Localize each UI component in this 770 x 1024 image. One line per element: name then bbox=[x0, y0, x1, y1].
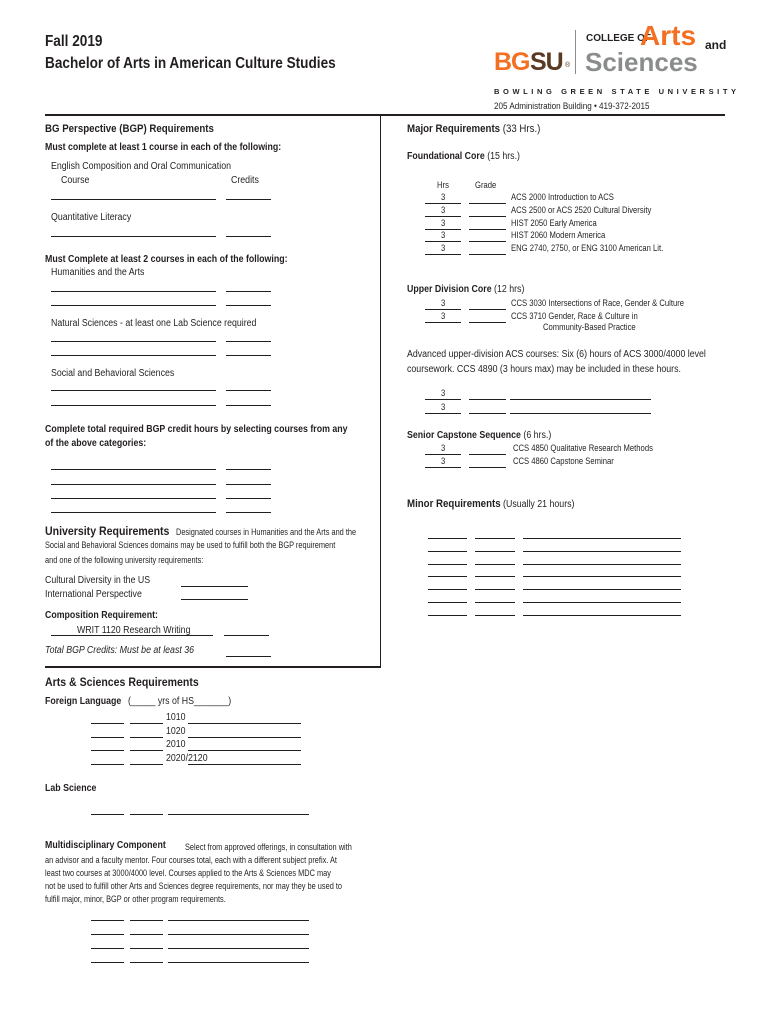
advanced-row-grade-line[interactable] bbox=[469, 413, 506, 414]
foundational-row-hrs: 3 bbox=[441, 243, 446, 254]
foundational-row-grade-line[interactable] bbox=[469, 203, 506, 204]
mdc-grade-line[interactable] bbox=[130, 920, 163, 921]
upper-course-continued: Community-Based Practice bbox=[543, 322, 636, 332]
upper-row-course-name: CCS 3030 Intersections of Race, Gender & Culture bbox=[511, 298, 685, 308]
bgp-must-two: Must Complete at least 2 courses in each of the following: bbox=[45, 254, 288, 265]
foundational-row-grade-line[interactable] bbox=[469, 216, 506, 217]
major-title: Major Requirements bbox=[407, 123, 501, 135]
foundational-heading bbox=[407, 151, 520, 162]
cultural-diversity-label: Cultural Diversity in the US bbox=[45, 575, 151, 586]
mdc-grade-line[interactable] bbox=[130, 948, 163, 949]
writ-course-line[interactable] bbox=[51, 635, 213, 636]
mdc-course-line[interactable] bbox=[168, 962, 309, 963]
bgp-must-one: Must complete at least 1 course in each of the following: bbox=[45, 142, 282, 153]
bgsu-logo-su: SU bbox=[530, 48, 563, 76]
mdc-hrs-line[interactable] bbox=[91, 920, 124, 921]
capstone-hours: (6 hrs.) bbox=[523, 430, 552, 441]
mdc-title: Multidisciplinary Component bbox=[45, 840, 166, 851]
upper-row-hrs: 3 bbox=[441, 310, 446, 321]
hrs-column-label: Hrs bbox=[437, 180, 449, 190]
logo-divider bbox=[575, 30, 576, 74]
quant-label: Quantitative Literacy bbox=[51, 212, 132, 223]
foundational-row-grade-line[interactable] bbox=[469, 229, 506, 230]
advanced-row-grade-line[interactable] bbox=[469, 399, 506, 400]
foundational-row-hrs: 3 bbox=[441, 192, 446, 202]
advanced-text-2: coursework. CCS 4890 (3 hours max) may be included in these hours. bbox=[407, 364, 681, 375]
any-credits-line-1[interactable] bbox=[226, 469, 271, 470]
capstone-row-grade-line[interactable] bbox=[469, 467, 506, 468]
mdc-course-line[interactable] bbox=[168, 948, 309, 949]
minor-course-line[interactable] bbox=[523, 615, 681, 616]
minor-grade-line[interactable] bbox=[475, 602, 515, 603]
fl-course-name: 2010 bbox=[166, 739, 186, 750]
mdc-text-1: Select from approved offerings, in consultation with bbox=[185, 842, 352, 852]
natural-course-line-1[interactable] bbox=[51, 341, 216, 342]
advanced-text-1: Advanced upper-division ACS courses: Six (6) hours of ACS 3000/4000 level bbox=[407, 349, 706, 360]
upper-hours: (12 hrs) bbox=[494, 284, 525, 295]
minor-hrs-line[interactable] bbox=[428, 602, 467, 603]
foreign-hs-years: (_____ yrs of HS_______) bbox=[128, 696, 232, 707]
minor-hours: (Usually 21 hours) bbox=[503, 499, 575, 510]
capstone-row-course-name: CCS 4850 Qualitative Research Methods bbox=[513, 443, 653, 453]
advanced-row-hrs-line[interactable] bbox=[425, 399, 461, 400]
fl-hrs-line[interactable] bbox=[91, 764, 124, 765]
minor-grade-line[interactable] bbox=[475, 576, 515, 577]
logo-arts: Arts bbox=[640, 20, 697, 51]
foreign-language-label: Foreign Language bbox=[45, 696, 122, 707]
minor-course-line[interactable] bbox=[523, 564, 681, 565]
university-tagline: BOWLING GREEN STATE UNIVERSITY bbox=[494, 87, 740, 96]
mdc-course-line[interactable] bbox=[168, 920, 309, 921]
minor-grade-line[interactable] bbox=[475, 589, 515, 590]
mdc-hrs-line[interactable] bbox=[91, 962, 124, 963]
minor-title: Minor Requirements bbox=[407, 498, 501, 510]
foundational-row-grade-line[interactable] bbox=[469, 241, 506, 242]
upper-heading bbox=[407, 284, 524, 295]
fl-grade-line[interactable] bbox=[130, 764, 163, 765]
fl-course-name: 1020 bbox=[166, 725, 186, 737]
mdc-text-5: fulfill major, minor, BGP or other program requirements. bbox=[45, 894, 226, 904]
natural-credits-line-2[interactable] bbox=[226, 355, 271, 356]
social-course-line-2[interactable] bbox=[51, 405, 216, 406]
upper-row-course-name: CCS 3710 Gender, Race & Culture in bbox=[511, 310, 638, 321]
university-note-2: Social and Behavioral Sciences domains may be used to fulfill both the BGP requirement bbox=[45, 540, 336, 550]
fl-course-line[interactable] bbox=[188, 723, 301, 724]
upper-row-grade-line[interactable] bbox=[469, 322, 506, 323]
any-credits-line-2[interactable] bbox=[226, 484, 271, 485]
social-credits-line-1[interactable] bbox=[226, 390, 271, 391]
college-address: 205 Administration Building • 419-372-2015 bbox=[494, 101, 650, 111]
advanced-row-hrs-line[interactable] bbox=[425, 413, 461, 414]
capstone-row-hrs-line[interactable] bbox=[425, 467, 461, 468]
mdc-text-2: an advisor and a faculty mentor. Four courses total, each with a different subject prefix. At bbox=[45, 855, 337, 865]
any-credits-line-3[interactable] bbox=[226, 498, 271, 499]
university-note-1: Designated courses in Humanities and the Arts and the bbox=[176, 527, 357, 537]
minor-course-line[interactable] bbox=[523, 576, 681, 577]
mdc-text-4: not be used to fulfill other Arts and Sciences degree requirements, nor may they be used to bbox=[45, 881, 343, 891]
international-line[interactable] bbox=[181, 599, 248, 600]
minor-course-line[interactable] bbox=[523, 538, 681, 539]
any-course-line-1[interactable] bbox=[51, 469, 216, 470]
complete-total-line-1: Complete total required BGP credit hours by selecting courses from any bbox=[45, 424, 348, 435]
social-label: Social and Behavioral Sciences bbox=[51, 368, 175, 379]
fl-course-line[interactable] bbox=[188, 737, 301, 738]
capstone-row-hrs: 3 bbox=[441, 455, 446, 466]
any-course-line-4[interactable] bbox=[51, 512, 216, 513]
capstone-heading bbox=[407, 430, 551, 441]
foundational-row-hrs-line[interactable] bbox=[425, 254, 461, 255]
grade-column-label: Grade bbox=[475, 180, 497, 190]
foundational-row-course-name: ACS 2500 or ACS 2520 Cultural Diversity bbox=[511, 204, 652, 215]
upper-row-hrs: 3 bbox=[441, 298, 446, 308]
term-title: Fall 2019 bbox=[45, 33, 103, 50]
lab-science-title: Lab Science bbox=[45, 783, 97, 794]
social-credits-line-2[interactable] bbox=[226, 405, 271, 406]
complete-total-line-2: of the above categories: bbox=[45, 438, 147, 449]
bgsu-logo-bg: BG bbox=[494, 48, 530, 76]
fl-hrs-line[interactable] bbox=[91, 737, 124, 738]
bgsu-logo bbox=[494, 48, 574, 76]
advanced-row-hrs: 3 bbox=[441, 388, 446, 398]
university-note-3: and one of the following university requirements: bbox=[45, 555, 204, 565]
foundational-row-course-name: ACS 2000 Introduction to ACS bbox=[511, 192, 614, 202]
logo-sciences: Sciences bbox=[585, 47, 698, 77]
total-bgp-line[interactable] bbox=[226, 656, 271, 657]
upper-row-grade-line[interactable] bbox=[469, 309, 506, 310]
total-bgp-credits: Total BGP Credits: Must be at least 36 bbox=[45, 645, 195, 656]
minor-hrs-line[interactable] bbox=[428, 576, 467, 577]
fl-grade-line[interactable] bbox=[130, 750, 163, 751]
humanities-course-line-2[interactable] bbox=[51, 305, 216, 306]
minor-heading bbox=[407, 498, 574, 510]
foundational-row-grade-line[interactable] bbox=[469, 254, 506, 255]
advanced-row-course-line[interactable] bbox=[510, 413, 651, 414]
cultural-diversity-line[interactable] bbox=[181, 586, 248, 587]
fl-grade-line[interactable] bbox=[130, 737, 163, 738]
lab-line-3[interactable] bbox=[168, 814, 309, 815]
program-title: Bachelor of Arts in American Culture Studies bbox=[45, 55, 336, 72]
capstone-title: Senior Capstone Sequence bbox=[407, 430, 521, 441]
natural-course-line-2[interactable] bbox=[51, 355, 216, 356]
foundational-title: Foundational Core bbox=[407, 151, 485, 162]
logo-and: and bbox=[705, 38, 727, 52]
mdc-hrs-line[interactable] bbox=[91, 934, 124, 935]
foundational-row-hrs: 3 bbox=[441, 217, 446, 228]
upper-row-hrs-line[interactable] bbox=[425, 322, 461, 323]
major-heading bbox=[407, 123, 540, 135]
composition-title: Composition Requirement: bbox=[45, 610, 158, 621]
capstone-row-grade-line[interactable] bbox=[469, 454, 506, 455]
bgp-title: BG Perspective (BGP) Requirements bbox=[45, 123, 214, 135]
humanities-credits-line-2[interactable] bbox=[226, 305, 271, 306]
minor-grade-line[interactable] bbox=[475, 551, 515, 552]
capstone-row-course-name: CCS 4860 Capstone Seminar bbox=[513, 455, 614, 466]
lab-line-1[interactable] bbox=[91, 814, 124, 815]
writ-course: WRIT 1120 Research Writing bbox=[77, 625, 191, 636]
english-credits-line[interactable] bbox=[226, 199, 271, 200]
social-course-line-1[interactable] bbox=[51, 390, 216, 391]
minor-grade-line[interactable] bbox=[475, 615, 515, 616]
mdc-grade-line[interactable] bbox=[130, 962, 163, 963]
arts-sciences-rule bbox=[45, 666, 381, 668]
major-hours: (33 Hrs.) bbox=[502, 123, 541, 135]
humanities-course-line-1[interactable] bbox=[51, 291, 216, 292]
minor-hrs-line[interactable] bbox=[428, 615, 467, 616]
capstone-row-hrs: 3 bbox=[441, 443, 446, 453]
header-rule bbox=[45, 114, 725, 116]
foundational-hours: (15 hrs.) bbox=[487, 151, 520, 162]
foundational-row-course-name: HIST 2050 Early America bbox=[511, 217, 597, 228]
english-course-line[interactable] bbox=[51, 199, 216, 200]
arts-sciences-title: Arts & Sciences Requirements bbox=[45, 675, 199, 689]
column-divider bbox=[380, 116, 381, 668]
minor-course-line[interactable] bbox=[523, 602, 681, 603]
minor-course-line[interactable] bbox=[523, 589, 681, 590]
credits-column-label: Credits bbox=[231, 175, 259, 186]
any-course-line-2[interactable] bbox=[51, 484, 216, 485]
university-title: University Requirements bbox=[45, 524, 170, 538]
fl-hrs-line[interactable] bbox=[91, 723, 124, 724]
quant-credits-line[interactable] bbox=[226, 236, 271, 237]
mdc-text-3: least two courses at 3000/4000 level. Courses applied to the Arts & Sciences MDC may bbox=[45, 868, 331, 878]
minor-course-line[interactable] bbox=[523, 551, 681, 552]
bgsu-logo-reg: ® bbox=[565, 62, 571, 69]
minor-hrs-line[interactable] bbox=[428, 564, 467, 565]
international-label: International Perspective bbox=[45, 589, 142, 600]
lab-line-2[interactable] bbox=[130, 814, 163, 815]
college-of-label: COLLEGE OF bbox=[586, 33, 651, 44]
advanced-row-course-line[interactable] bbox=[510, 399, 651, 400]
foundational-row-hrs: 3 bbox=[441, 230, 446, 241]
english-label: English Composition and Oral Communication bbox=[51, 161, 232, 172]
any-course-line-3[interactable] bbox=[51, 498, 216, 499]
any-credits-line-4[interactable] bbox=[226, 512, 271, 513]
humanities-credits-line-1[interactable] bbox=[226, 291, 271, 292]
fl-course-name: 2020/2120 bbox=[166, 752, 208, 764]
quant-course-line[interactable] bbox=[51, 236, 216, 237]
foundational-row-course-name: HIST 2060 Modern America bbox=[511, 230, 606, 241]
minor-hrs-line[interactable] bbox=[428, 551, 467, 552]
minor-grade-line[interactable] bbox=[475, 564, 515, 565]
foundational-row-course-name: ENG 2740, 2750, or ENG 3100 American Lit. bbox=[511, 243, 664, 254]
foundational-row-hrs: 3 bbox=[441, 204, 446, 215]
natural-label: Natural Sciences - at least one Lab Science required bbox=[51, 318, 257, 329]
mdc-grade-line[interactable] bbox=[130, 934, 163, 935]
fl-course-name: 1010 bbox=[166, 712, 186, 723]
mdc-course-line[interactable] bbox=[168, 934, 309, 935]
mdc-hrs-line[interactable] bbox=[91, 948, 124, 949]
upper-title: Upper Division Core bbox=[407, 284, 492, 295]
minor-hrs-line[interactable] bbox=[428, 589, 467, 590]
fl-course-line[interactable] bbox=[188, 764, 301, 765]
natural-credits-line-1[interactable] bbox=[226, 341, 271, 342]
fl-grade-line[interactable] bbox=[130, 723, 163, 724]
fl-hrs-line[interactable] bbox=[91, 750, 124, 751]
writ-credits-line[interactable] bbox=[224, 635, 269, 636]
minor-grade-line[interactable] bbox=[475, 538, 515, 539]
advanced-row-hrs: 3 bbox=[441, 402, 446, 412]
minor-hrs-line[interactable] bbox=[428, 538, 467, 539]
course-column-label: Course bbox=[61, 175, 90, 186]
humanities-label: Humanities and the Arts bbox=[51, 267, 145, 278]
fl-course-line[interactable] bbox=[188, 750, 301, 751]
